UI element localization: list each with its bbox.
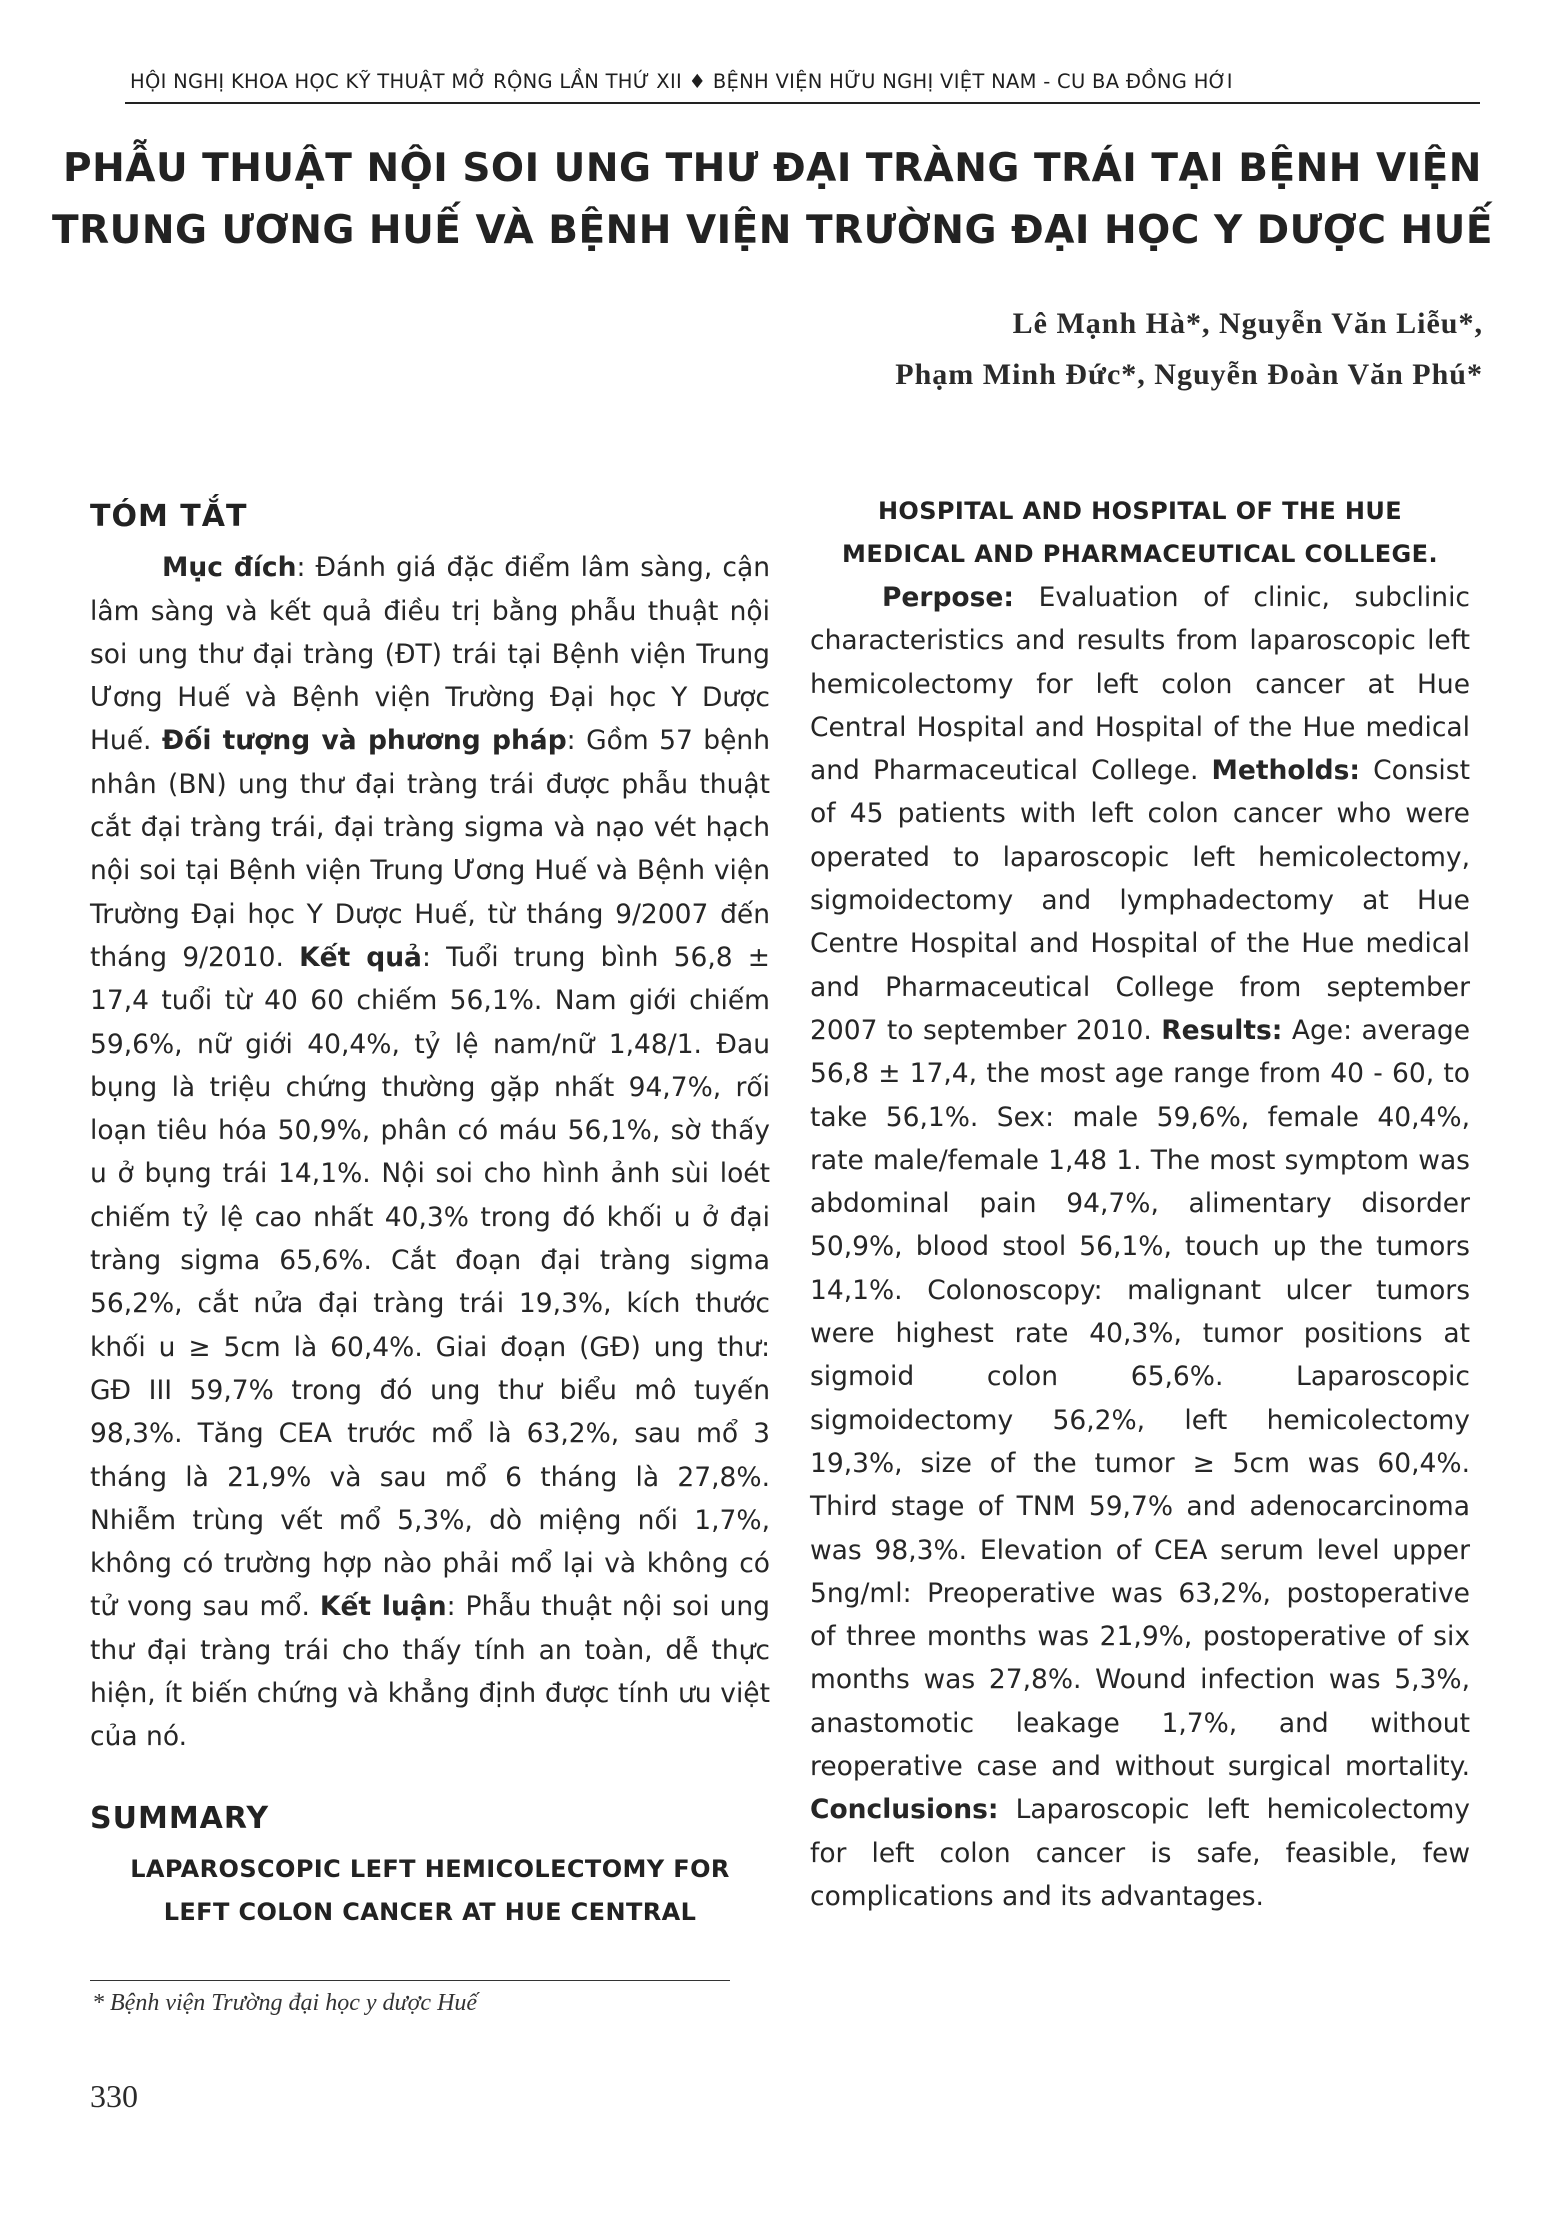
title-line-2: TRUNG ƯƠNG HUẾ VÀ BỆNH VIỆN TRƯỜNG ĐẠI HỌC Y DƯỢC HUẾ — [52, 208, 1493, 253]
purpose-label-en: Perpose: — [882, 582, 1014, 613]
purpose-text-en: Evaluation of clinic, subclinic characteristics and results from laparoscopic left hemicolectomy for left colon cancer at Hue Central Hospital and Hospital of the Hue medical and Pharmaceutical College. — [810, 582, 1470, 787]
title-line-1: PHẪU THUẬT NỘI SOI UNG THƯ ĐẠI TRÀNG TRÁI TẠI BỆNH VIỆN — [63, 146, 1482, 191]
abstract-vi-body — [90, 546, 770, 1758]
results-text-en: Age: average 56,8 ± 17,4, the most age range from 40 - 60, to take 56,1%. Sex: male 59,6%, female 40,4%, rate male/female 1,48 1. The most symptom was abdominal pain 94,7%, alimentary disorder 50,9%, blood stool 56,1%, touch up the tumors 14,1%. Colonoscopy: malignant ulcer tumors were highest rate 40,3%, tumor positions at sigmoid colon 65,6%. Laparoscopic sigmoidectomy 56,2%, left hemicolectomy 19,3%, size of the tumor ≥ 5cm was 60,4%. Third stage of TNM 59,7% and adenocarcinoma was 98,3%. Elevation of CEA serum level upper 5ng/ml: Preoperative was 63,2%, postoperative of three months was 21,9%, postoperative of six months was 27,8%. Wound infection was 5,3%, anastomotic leakage 1,7%, and without reoperative case and without surgical mortality. — [810, 1014, 1470, 1783]
results-text-vi: : Tuổi trung bình 56,8 ± 17,4 tuổi từ 40 60 chiếm 56,1%. Nam giới chiếm 59,6%, nữ giới 40,4%, tỷ lệ nam/nữ 1,48/1. Đau bụng là triệu chứng thường gặp nhất 94,7%, rối loạn tiêu hóa 50,9%, phân có máu 56,1%, sờ thấy u ở bụng trái 14,1%. Nội soi cho hình ảnh sùi loét chiếm tỷ lệ cao nhất 40,3% trong đó khối u ở đại tràng sigma 65,6%. Cắt đoạn đại tràng sigma 56,2%, cắt nửa đại tràng trái 19,3%, kích thước khối u ≥ 5cm là 60,4%. Giai đoạn (GĐ) ung thư: GĐ III 59,7% trong đó ung thư biểu mô tuyến 98,3%. Tăng CEA trước mổ là 63,2%, sau mổ 3 tháng là 21,9% và sau mổ 6 tháng là 27,8%. Nhiễm trùng vết mổ 5,3%, dò miệng nối 1,7%, không có trường hợp nào phải mổ lại và không có tử vong sau mổ. — [90, 941, 771, 1623]
conclusion-text-en: Laparoscopic left hemicolectomy for left colon cancer is safe, feasible, few complications and its advantages. — [810, 1794, 1470, 1912]
methods-label-vi: Đối tượng và phương pháp — [161, 725, 567, 757]
affiliation-footnote: * Bệnh viện Trường đại học y dược Huế — [92, 1990, 478, 2016]
conclusion-label-vi: Kết luận — [319, 1591, 447, 1623]
conclusion-label-en: Conclusions: — [810, 1794, 999, 1826]
summary-title-line-1: LAPAROSCOPIC LEFT HEMICOLECTOMY FOR — [130, 1854, 730, 1883]
summary-title-line-3: HOSPITAL AND HOSPITAL OF THE HUE — [877, 497, 1403, 525]
authors-line-2: Phạm Minh Đức*, Nguyễn Đoàn Văn Phú* — [895, 358, 1483, 391]
abstract-vi-heading: TÓM TẮT — [90, 499, 248, 534]
methods-text-vi: : Gồm 57 bệnh nhân (BN) ung thư đại tràng trái được phẫu thuật cắt đại tràng trái, đại tràng sigma và nạo vét hạch nội soi tại Bệnh viện Trung Ương Huế và Bệnh viện Trường Đại học Y Dược Huế, từ tháng 9/2007 đến tháng 9/2010. — [90, 725, 771, 973]
author-list — [895, 298, 1483, 400]
conclusion-text-vi: : Phẫu thuật nội soi ung thư đại tràng trái cho thấy tính an toàn, dễ thực hiện, ít biến chứng và khẳng định được tính ưu việt của nó. — [90, 1591, 770, 1753]
article-title — [0, 138, 1545, 262]
right-column — [810, 490, 1470, 1918]
left-column — [90, 495, 770, 1934]
purpose-text-vi: : Đánh giá đặc điểm lâm sàng, cận lâm sàng và kết quả điều trị bằng phẫu thuật nội soi ung thư đại tràng (ĐT) trái tại Bệnh viện Trung Ương Huế và Bệnh viện Trường Đại học Y Dược Huế. — [90, 552, 770, 757]
authors-line-1: Lê Mạnh Hà*, Nguyễn Văn Liễu*, — [1012, 307, 1483, 340]
results-label-vi: Kết quả — [299, 941, 422, 973]
summary-heading: SUMMARY — [90, 1800, 270, 1836]
header-divider — [125, 102, 1480, 104]
page-number: 330 — [90, 2078, 138, 2114]
running-header: HỘI NGHỊ KHOA HỌC KỸ THUẬT MỞ RỘNG LẦN THỨ XII ♦ BỆNH VIỆN HỮU NGHỊ VIỆT NAM - CU BA ĐỒNG HỚI — [130, 70, 1233, 93]
summary-en-body — [810, 576, 1470, 1918]
purpose-label-vi: Mục đích — [162, 552, 297, 584]
summary-title-line-2: LEFT COLON CANCER AT HUE CENTRAL — [163, 1897, 697, 1926]
methods-text-en: Consist of 45 patients with left colon cancer who were operated to laparoscopic left hemicolectomy, sigmoidectomy and lymphadectomy at Hue Centre Hospital and Hospital of the Hue medical and Pharmaceutical College from september 2007 to september 2010. — [810, 755, 1470, 1046]
results-label-en: Results: — [1161, 1014, 1283, 1046]
summary-title-line-4: MEDICAL AND PHARMACEUTICAL COLLEGE. — [842, 540, 1438, 568]
footnote-divider — [90, 1980, 730, 1981]
methods-label-en: Metholds: — [1211, 755, 1361, 787]
